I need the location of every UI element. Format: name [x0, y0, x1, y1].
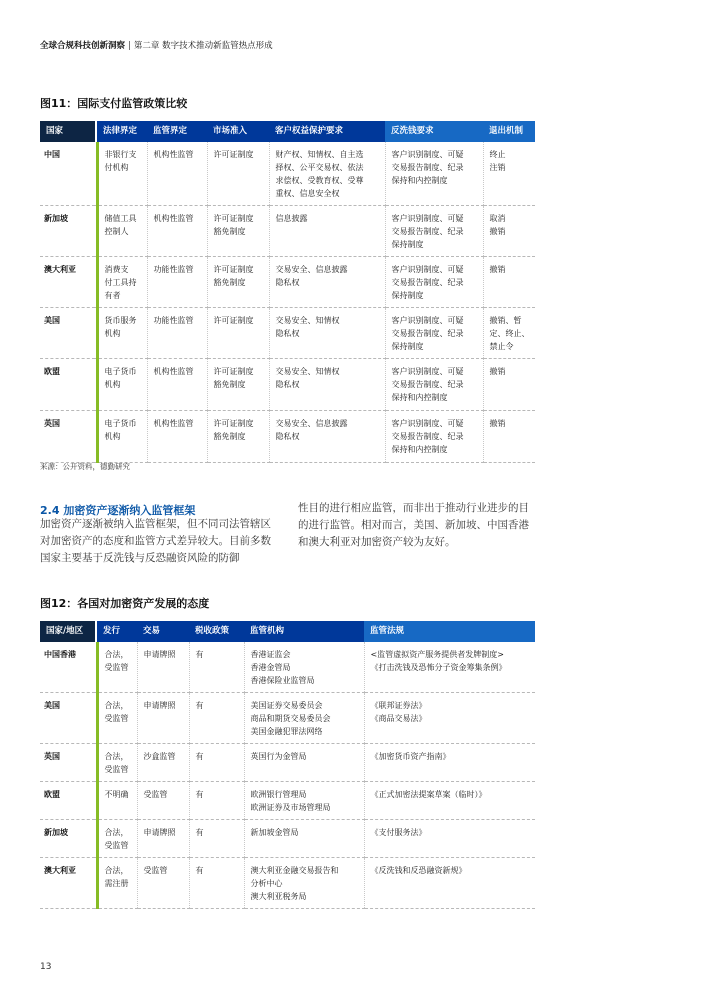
table-cell: 英国行为金管局: [244, 744, 364, 782]
table-cell: 许可证制度 豁免制度: [207, 411, 269, 463]
table-cell: 美国证券交易委员会 商品和期货交易委员会 美国金融犯罪法网络: [244, 693, 364, 744]
table-header-row: [40, 621, 535, 642]
table-cell: 电子货币 机构: [97, 359, 147, 411]
table-cell: 《联邦证券法》 《商品交易法》: [364, 693, 535, 744]
table-cell: 撤销: [483, 359, 535, 411]
column-header: 交易: [137, 621, 189, 642]
table-cell: 有: [189, 820, 244, 858]
table-cell: 合法， 受监管: [97, 820, 137, 858]
table-cell: 撤销: [483, 257, 535, 308]
table-cell: 机构性监管: [147, 411, 207, 463]
table-cell: 许可证制度 豁免制度: [207, 257, 269, 308]
table-cell: 终止 注销: [483, 142, 535, 206]
table-cell: 客户识别制度、可疑 交易报告制度、纪录 保持制度: [385, 206, 483, 257]
table-row: [40, 257, 535, 308]
row-label: 英国: [40, 744, 95, 782]
table-cell: 交易安全、知情权 隐私权: [269, 308, 385, 359]
table-cell: 新加坡金管局: [244, 820, 364, 858]
figure-11-title: 图11：国际支付监管政策比较: [40, 97, 188, 110]
table-cell: 《加密货币资产指南》: [364, 744, 535, 782]
table-cell: 不明确: [97, 782, 137, 820]
table-cell: 货币服务 机构: [97, 308, 147, 359]
figure-source: 来源：公开资料，德勤研究: [40, 462, 130, 471]
table-cell: 机构性监管: [147, 206, 207, 257]
body-paragraph-right: 性目的进行相应监管，而非出于推动行业进步的目的进行监管。相对而言，美国、新加坡、中国香港和澳大利亚对加密资产较为友好。: [298, 502, 529, 548]
body-paragraph-left: 加密资产逐渐被纳入监管框架，但不同司法管辖区对加密资产的态度和监管方式差异较大。目前多数国家主要基于反洗钱与反恐融资风险的防御: [40, 518, 271, 564]
table-cell: 电子货币 机构: [97, 411, 147, 463]
row-label: 英国: [40, 411, 95, 463]
table-cell: 功能性监管: [147, 257, 207, 308]
table-cell: 《正式加密法提案草案（临时）》: [364, 782, 535, 820]
column-header: 监管机构: [244, 621, 364, 642]
table-row: [40, 693, 535, 744]
running-header: [40, 39, 273, 51]
table-row: [40, 642, 535, 693]
table-cell: 沙盒监管: [137, 744, 189, 782]
table-cell: 有: [189, 642, 244, 693]
table-cell: 交易安全、信息披露 隐私权: [269, 411, 385, 463]
table-cell: 客户识别制度、可疑 交易报告制度、纪录 保持制度: [385, 308, 483, 359]
table-cell: 非银行支 付机构: [97, 142, 147, 206]
table-cell: 申请牌照: [137, 642, 189, 693]
table-cell: 许可证制度: [207, 142, 269, 206]
table-cell: 合法， 受监管: [97, 693, 137, 744]
row-label: 新加坡: [40, 820, 95, 858]
table-cell: 撤销、暂 定、终止、 禁止令: [483, 308, 535, 359]
table-cell: 信息披露: [269, 206, 385, 257]
column-header: 国家: [40, 121, 95, 142]
table-cell: 撤销: [483, 411, 535, 463]
table-cell: 功能性监管: [147, 308, 207, 359]
table-row: [40, 206, 535, 257]
table-cell: 客户识别制度、可疑 交易报告制度、纪录 保持和内控制度: [385, 142, 483, 206]
table-header-row: [40, 121, 535, 142]
column-header: 退出机制: [483, 121, 535, 142]
table-cell: 许可证制度 豁免制度: [207, 206, 269, 257]
row-label: 美国: [40, 308, 95, 359]
table-row: [40, 820, 535, 858]
table-cell: 有: [189, 782, 244, 820]
table-cell: 合法， 受监管: [97, 744, 137, 782]
column-header: 客户权益保护要求: [269, 121, 385, 142]
table-cell: 有: [189, 858, 244, 909]
payment-regulation-table: [40, 121, 535, 463]
page-number: 13: [40, 962, 52, 972]
table-cell: 消费支 付工具持 有者: [97, 257, 147, 308]
column-header: 市场准入: [207, 121, 269, 142]
table-cell: <监管虚拟资产服务提供者发牌制度> 《打击洗钱及恐怖分子资金筹集条例》: [364, 642, 535, 693]
table-cell: 申请牌照: [137, 820, 189, 858]
table-cell: 有: [189, 693, 244, 744]
row-label: 澳大利亚: [40, 257, 95, 308]
row-label: 欧盟: [40, 782, 95, 820]
column-header: 法律界定: [97, 121, 147, 142]
chapter-title: 第二章 数字技术推动新监管热点形成: [133, 41, 273, 51]
report-title: 全球合规科技创新洞察: [40, 41, 126, 51]
table-cell: 有: [189, 744, 244, 782]
row-label: 中国香港: [40, 642, 95, 693]
column-header: 监管界定: [147, 121, 207, 142]
table-cell: 欧洲银行管理局 欧洲证券及市场管理局: [244, 782, 364, 820]
table-cell: 澳大利亚金融交易报告和 分析中心 澳大利亚税务局: [244, 858, 364, 909]
table-cell: 合法， 需注册: [97, 858, 137, 909]
table-cell: 申请牌照: [137, 693, 189, 744]
section-heading: 2.4 加密资产逐渐纳入监管框架: [40, 504, 196, 517]
table-cell: 机构性监管: [147, 142, 207, 206]
table-cell: 客户识别制度、可疑 交易报告制度、纪录 保持和内控制度: [385, 411, 483, 463]
table-cell: 交易安全、知情权 隐私权: [269, 359, 385, 411]
table-cell: 《反洗钱和反恐融资新规》: [364, 858, 535, 909]
row-label: 中国: [40, 142, 95, 206]
table-cell: 香港证监会 香港金管局 香港保险业监管局: [244, 642, 364, 693]
table-row: [40, 142, 535, 206]
table-cell: 机构性监管: [147, 359, 207, 411]
table-cell: 交易安全、信息披露 隐私权: [269, 257, 385, 308]
table-cell: 受监管: [137, 858, 189, 909]
row-label: 新加坡: [40, 206, 95, 257]
table-cell: 取消 撤销: [483, 206, 535, 257]
table-row: [40, 858, 535, 909]
column-header: 反洗钱要求: [385, 121, 483, 142]
table-row: [40, 308, 535, 359]
row-label: 美国: [40, 693, 95, 744]
table-cell: 《支付服务法》: [364, 820, 535, 858]
table-cell: 合法， 受监管: [97, 642, 137, 693]
column-header: 税收政策: [189, 621, 244, 642]
header-separator: |: [128, 41, 131, 51]
table-cell: 财产权、知情权、自主选 择权、公平交易权、依法 求偿权、受教育权、受尊 重权、信息安全权: [269, 142, 385, 206]
row-label: 澳大利亚: [40, 858, 95, 909]
table-cell: 受监管: [137, 782, 189, 820]
table-cell: 许可证制度 豁免制度: [207, 359, 269, 411]
row-label: 欧盟: [40, 359, 95, 411]
table-cell: 许可证制度: [207, 308, 269, 359]
table-cell: 客户识别制度、可疑 交易报告制度、纪录 保持和内控制度: [385, 359, 483, 411]
table-cell: 储值工具 控制人: [97, 206, 147, 257]
crypto-attitude-table: [40, 621, 535, 909]
column-header: 国家/地区: [40, 621, 95, 642]
table-row: [40, 782, 535, 820]
table-cell: 客户识别制度、可疑 交易报告制度、纪录 保持制度: [385, 257, 483, 308]
table-row: [40, 744, 535, 782]
column-header: 监管法规: [364, 621, 535, 642]
table-row: [40, 359, 535, 411]
table-row: [40, 411, 535, 463]
column-header: 发行: [97, 621, 137, 642]
figure-12-title: 图12：各国对加密资产发展的态度: [40, 597, 210, 610]
